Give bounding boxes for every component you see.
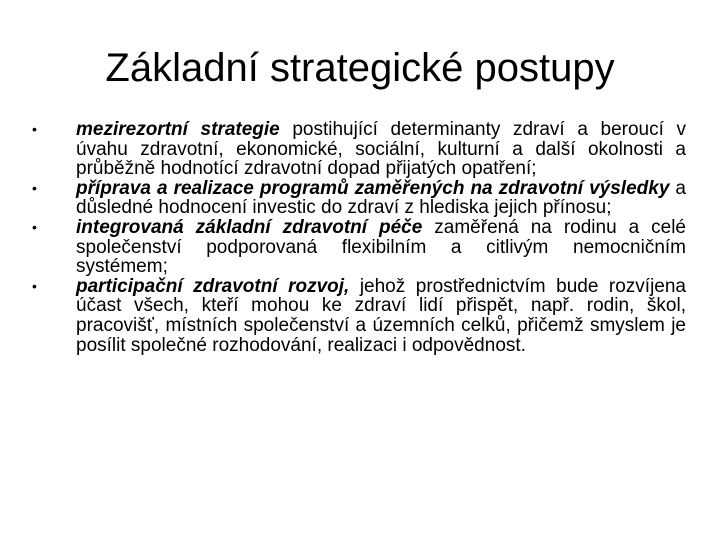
bullet-lead-text: integrovaná základní zdravotní péče bbox=[76, 216, 423, 238]
bullet-lead-text: mezirezortní strategie bbox=[76, 119, 280, 140]
slide-title: Základní strategické postupy bbox=[105, 46, 615, 90]
bullet-icon: • bbox=[32, 277, 37, 294]
bullet-icon: • bbox=[32, 121, 37, 137]
bullet-lead-text: participační zdravotní rozvoj, bbox=[76, 275, 350, 297]
bullet-list bbox=[26, 120, 686, 355]
bullet-item bbox=[26, 120, 686, 179]
bullet-item bbox=[26, 218, 686, 277]
bullet-body-text: a důsledné hodnocení investic do zdraví z hlediska jejich přínosu; bbox=[76, 177, 686, 219]
bullet-icon: • bbox=[32, 179, 37, 196]
bullet-body-text: jehož prostřednictvím bude rozvíjena účast všech, kteří mohou ke zdraví lidí přispět, např. rodin, škol, pracovišť, místních společenství a územních celků, přičemž smyslem je posílit společné rozhodování, realizaci i odpovědnost. bbox=[76, 275, 686, 356]
bullet-body-text: postihující determinanty zdraví a beroucí v úvahu zdravotní, ekonomické, sociální, kulturní a další okolnosti a průběžně hodnotící zdravotní dopad přijatých opatření; bbox=[76, 119, 686, 180]
bullet-item bbox=[26, 277, 686, 355]
bullet-icon: • bbox=[32, 218, 37, 235]
bullet-body-text: zaměřená na rodinu a celé společenství podporovaná flexibilním a citlivým nemocničním systémem; bbox=[76, 216, 686, 278]
bullet-lead-text: příprava a realizace programů zaměřených na zdravotní výsledky bbox=[76, 177, 670, 199]
bullet-item bbox=[26, 179, 686, 218]
